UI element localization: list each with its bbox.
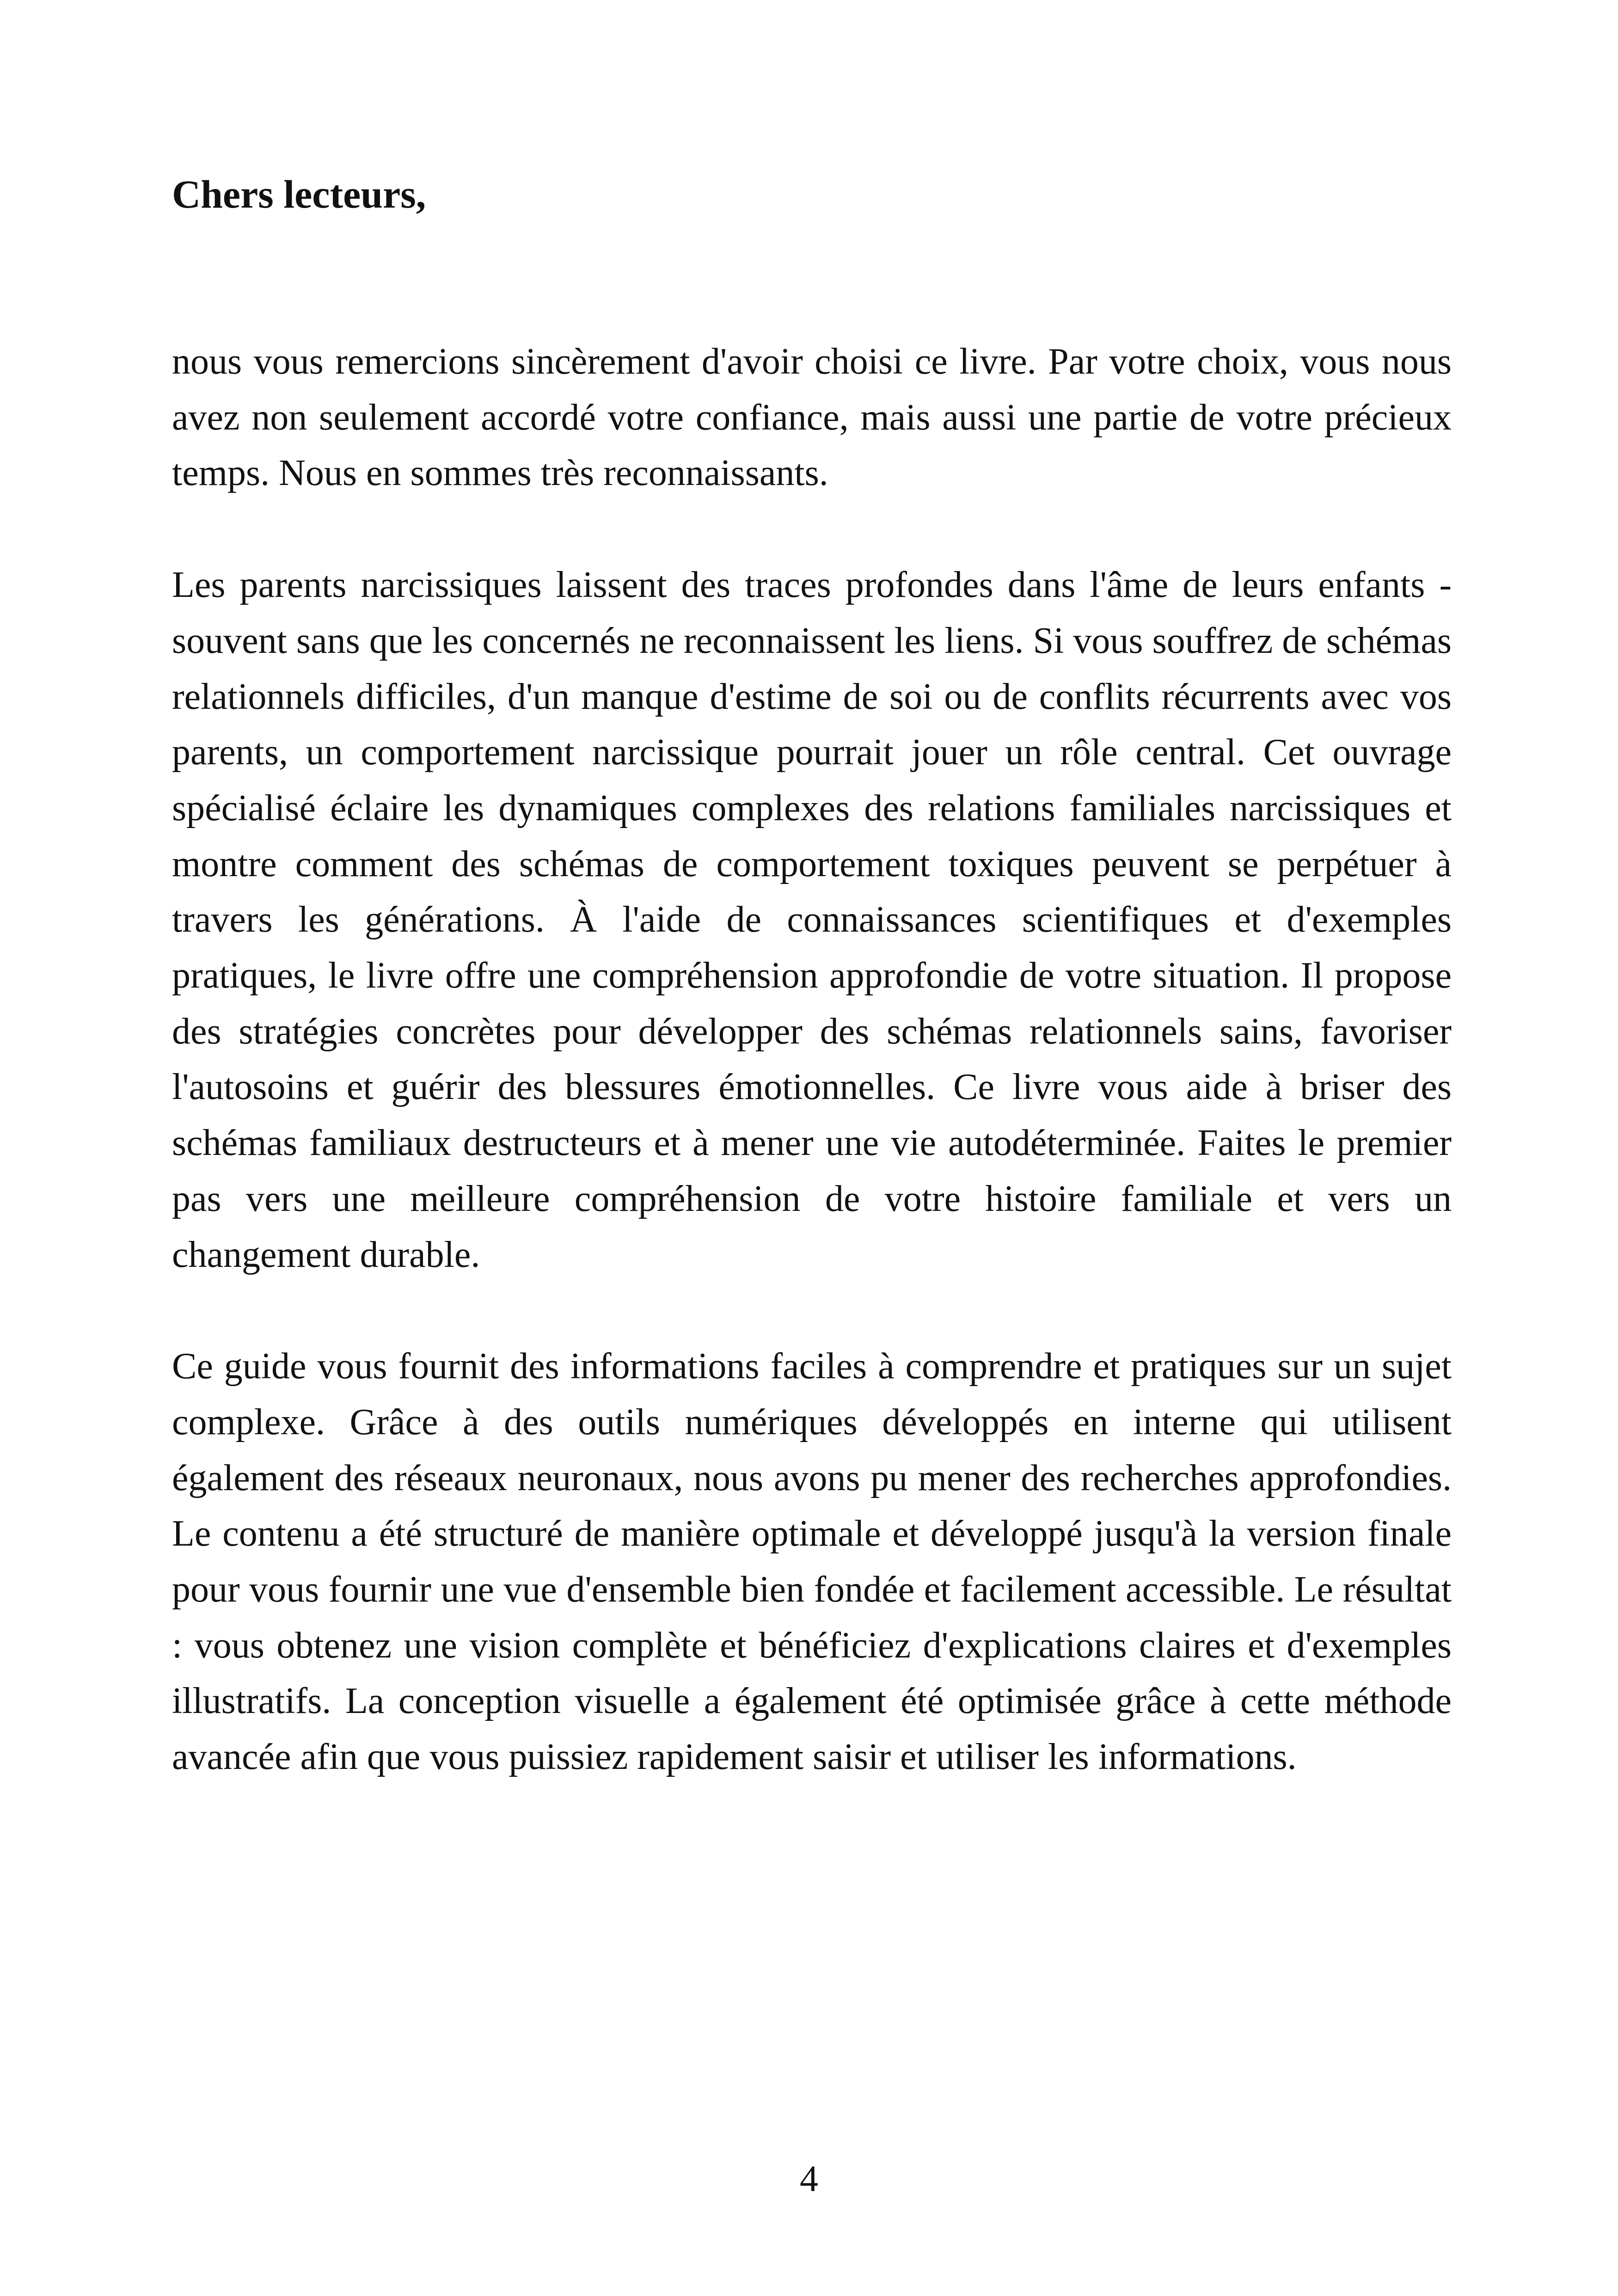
salutation-heading: Chers lecteurs,	[172, 172, 426, 216]
page-number: 4	[800, 2159, 818, 2199]
paragraph-book-description: Les parents narcissiques laissent des traces profondes dans l'âme de leurs enfants - souvent sans que les concernés ne reconnaissent les liens. Si vous souffrez de schémas relationnels difficiles, d'un manque d'estime de soi ou de conflits récurrents avec vos parents, un comportement narcissique pourrait jouer un rôle central. Cet ouvrage spécialisé éclaire les dynamiques complexes des relations familiales narcissiques et montre comment des schémas de comportement toxiques peuvent se perpétuer à travers les générations. À l'aide de connaissances scientifiques et d'exemples pratiques, le livre offre une compréhension approfondie de votre situation. Il propose des stratégies concrètes pour développer des schémas relationnels sains, favoriser l'autosoins et guérir des blessures émotionnelles. Ce livre vous aide à briser des schémas familiaux destructeurs et à mener une vie autodéterminée. Faites le premier pas vers une meilleure compréhension de votre histoire familiale et vers un changement durable.	[172, 565, 1452, 1275]
page-body	[172, 166, 1452, 1785]
paragraph-thanks: nous vous remercions sincèrement d'avoir choisi ce livre. Par votre choix, vous nous avez non seulement accordé votre confiance, mais aussi une partie de votre précieux temps. Nous en sommes très reconnaissants.	[172, 341, 1452, 494]
paragraph-guide-method: Ce guide vous fournit des informations faciles à comprendre et pratiques sur un sujet complexe. Grâce à des outils numériques développés en interne qui utilisent également des réseaux neuronaux, nous avons pu mener des recherches approfondies. Le contenu a été structuré de manière optimale et développé jusqu'à la version finale pour vous fournir une vue d'ensemble bien fondée et facilement accessible. Le résultat : vous obtenez une vision complète et bénéficiez d'explications claires et d'exemples illustratifs. La conception visuelle a également été optimisée grâce à cette méthode avancée afin que vous puissiez rapidement saisir et utiliser les informations.	[172, 1346, 1452, 1778]
